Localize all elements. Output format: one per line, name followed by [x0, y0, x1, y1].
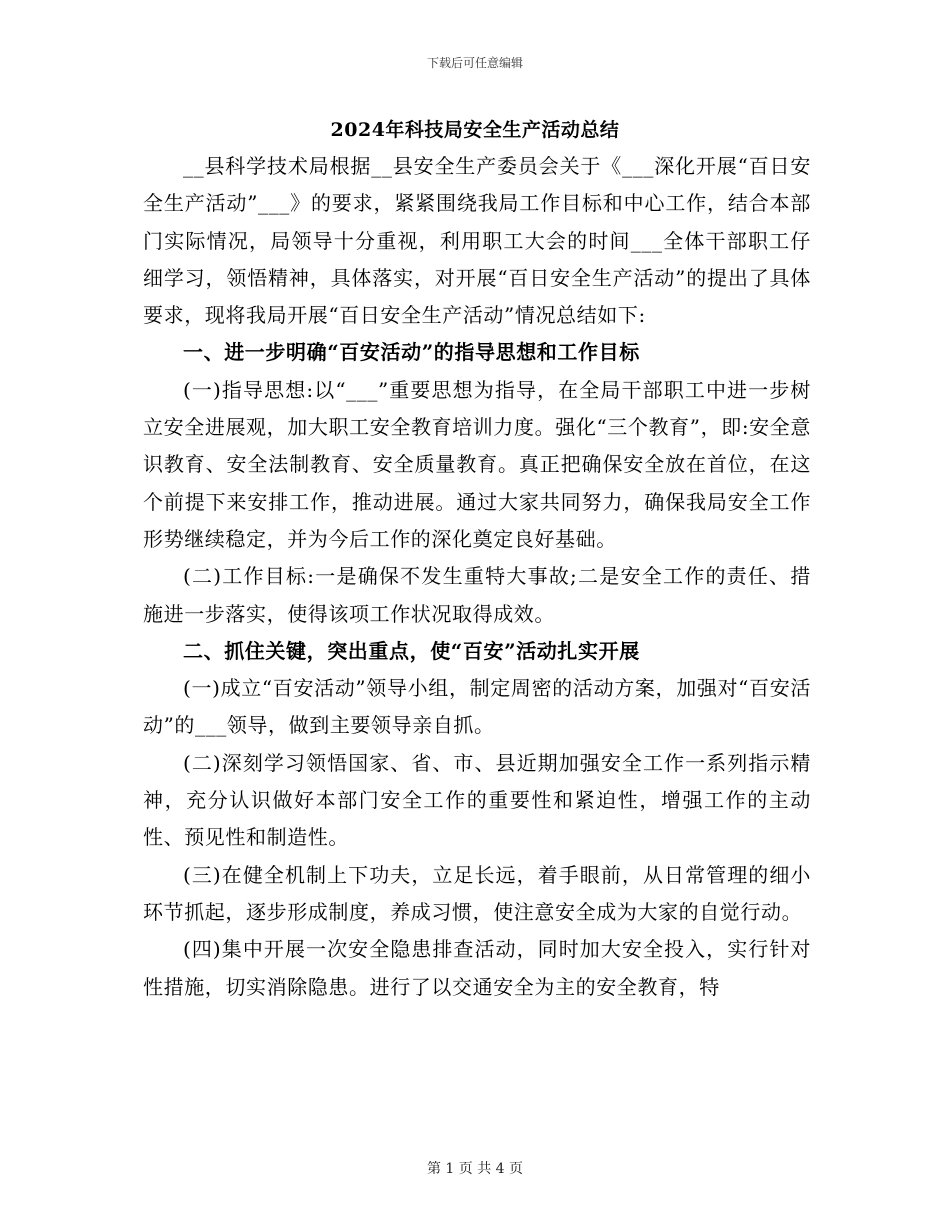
page-number: 第 1 页 共 4 页	[426, 1161, 524, 1177]
intro-paragraph: __县科学技术局根据__县安全生产委员会关于《___深化开展“百日安全生产活动”___》的要求，紧紧围绕我局工作目标和中心工作，结合本部门实际情况，局领导十分重视，利用职工大会的时间___全体干部职工仔细学习，领悟精神，具体落实，对开展“百日安全生产活动”的提出了具体要求，现将我局开展“百日安全生产活动”情况总结如下:	[143, 154, 811, 328]
document-title: 2024年科技局安全生产活动总结	[330, 119, 620, 141]
section-1-heading: 一、进一步明确“百安活动”的指导思想和工作目标	[183, 340, 640, 365]
section-2-paragraph-3: (三)在健全机制上下功夫，立足长远，着手眼前，从日常管理的细小环节抓起，逐步形成制度，养成习惯，使注意安全成为大家的自觉行动。	[143, 862, 811, 924]
section-2-paragraph-1: (一)成立“百安活动”领导小组，制定周密的活动方案，加强对“百安活动”的___领导，做到主要领导亲自抓。	[143, 676, 811, 738]
header-note: 下载后可任意编辑	[426, 56, 523, 70]
section-2-paragraph-4: (四)集中开展一次安全隐患排查活动，同时加大安全投入，实行针对性措施，切实消除隐患。进行了以交通安全为主的安全教育，特	[143, 937, 811, 999]
section-1-paragraph-1: (一)指导思想:以“___”重要思想为指导，在全局干部职工中进一步树立安全进展观，加大职工安全教育培训力度。强化“三个教育”，即:安全意识教育、安全法制教育、安全质量教育。真正把确保安全放在首位，在这个前提下来安排工作，推动进展。通过大家共同努力，确保我局安全工作形势继续稳定，并为今后工作的深化奠定良好基础。	[143, 377, 811, 551]
section-1-paragraph-2: (二)工作目标:一是确保不发生重特大事故;二是安全工作的责任、措施进一步落实，使得该项工作状况取得成效。	[143, 564, 811, 626]
section-2-paragraph-2: (二)深刻学习领悟国家、省、市、县近期加强安全工作一系列指示精神，充分认识做好本部门安全工作的重要性和紧迫性，增强工作的主动性、预见性和制造性。	[143, 750, 811, 850]
section-2-heading: 二、抓住关键，突出重点，使“百安”活动扎实开展	[183, 638, 640, 663]
document-body	[143, 148, 811, 1006]
